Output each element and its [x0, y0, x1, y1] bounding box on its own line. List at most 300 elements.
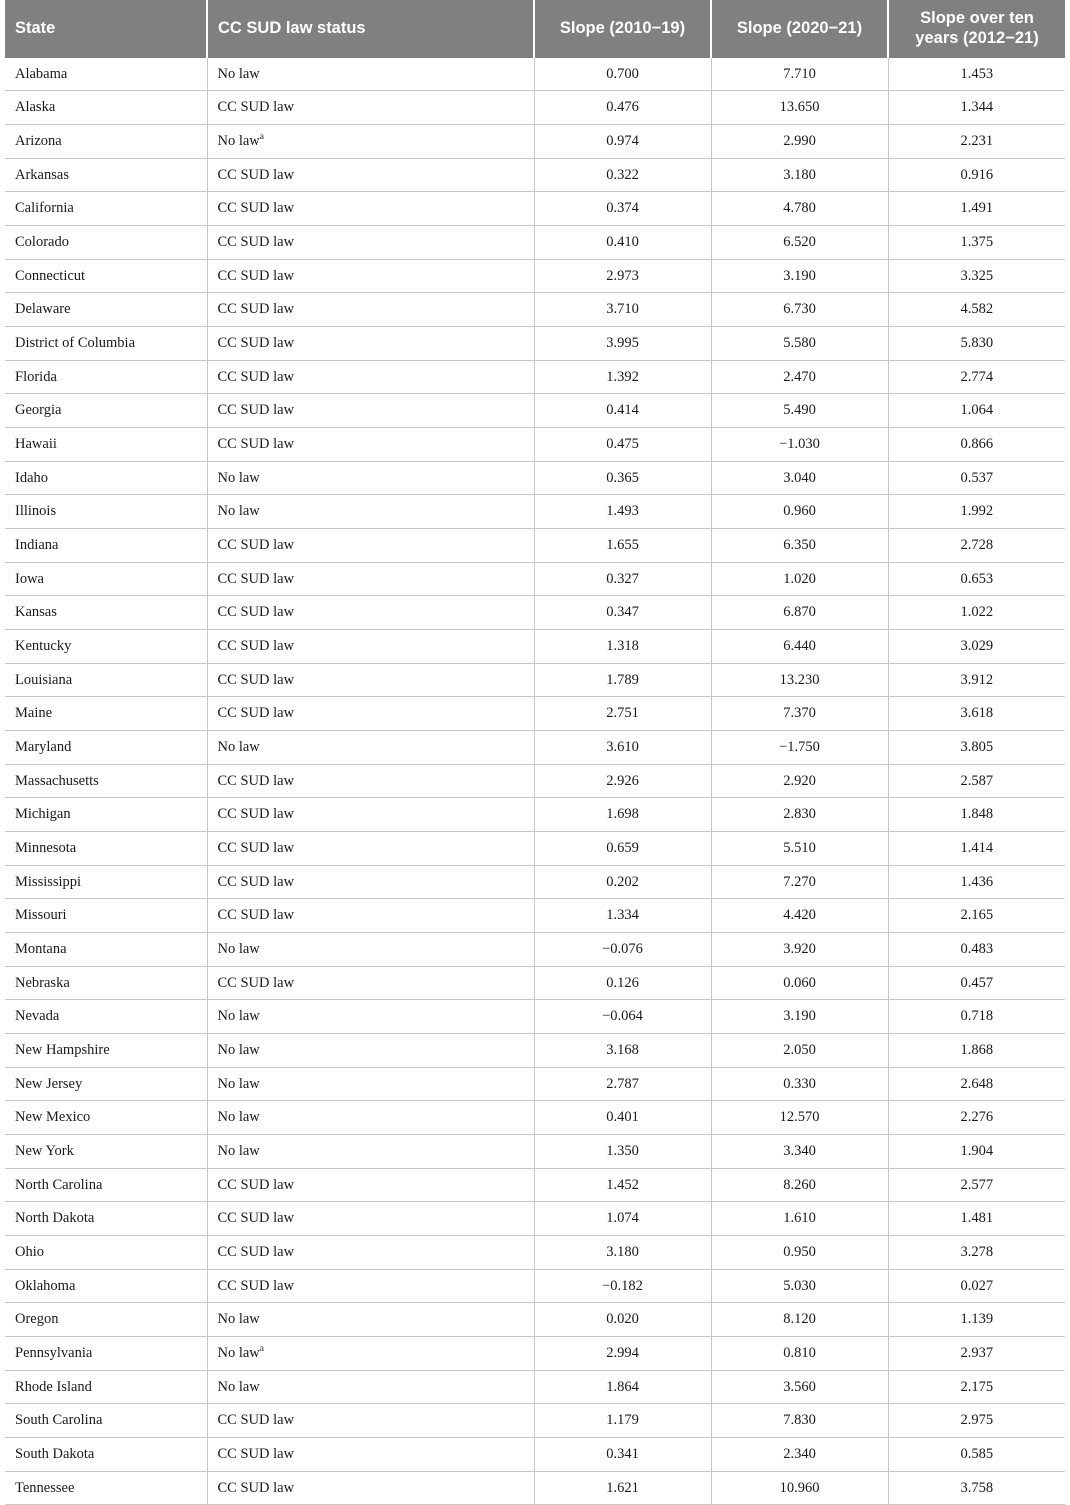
cell-slope-ten-years: 1.139 [888, 1303, 1065, 1337]
column-header-slope-2010-19: Slope (2010−19) [534, 0, 711, 58]
column-header-state: State [5, 0, 207, 58]
cell-slope-2010-19: 1.621 [534, 1471, 711, 1505]
status-text: CC SUD law [217, 1244, 295, 1261]
table-row [5, 158, 1065, 192]
cell-slope-ten-years: 2.774 [888, 360, 1065, 394]
status-text: CC SUD law [217, 402, 295, 419]
status-text: CC SUD law [217, 1446, 295, 1463]
cell-slope-2020-21: 3.040 [711, 461, 888, 495]
cell-cc-sud-law-status [207, 360, 534, 394]
cell-slope-2010-19: 3.995 [534, 326, 711, 360]
table-row [5, 259, 1065, 293]
cell-state: Montana [5, 933, 207, 967]
cell-slope-2010-19: 0.410 [534, 225, 711, 259]
cell-cc-sud-law-status [207, 124, 534, 158]
cell-cc-sud-law-status [207, 899, 534, 933]
cell-slope-2010-19: 0.974 [534, 124, 711, 158]
cell-slope-ten-years: 1.992 [888, 495, 1065, 529]
cell-slope-2010-19: 0.475 [534, 427, 711, 461]
status-text: No law [217, 1311, 260, 1328]
table-row [5, 1236, 1065, 1270]
table-row [5, 865, 1065, 899]
cell-slope-2010-19: 0.476 [534, 91, 711, 125]
cell-slope-2020-21: 7.830 [711, 1404, 888, 1438]
cell-cc-sud-law-status [207, 326, 534, 360]
cell-slope-2020-21: 5.580 [711, 326, 888, 360]
cell-slope-2020-21: 6.440 [711, 630, 888, 664]
table-row [5, 91, 1065, 125]
cell-state: Alabama [5, 58, 207, 91]
cell-slope-2020-21: 8.260 [711, 1168, 888, 1202]
status-text: No law [217, 739, 260, 756]
status-text: CC SUD law [217, 604, 295, 621]
cell-state: Ohio [5, 1236, 207, 1270]
table-row [5, 933, 1065, 967]
cell-slope-ten-years: 2.175 [888, 1370, 1065, 1404]
table-row [5, 1471, 1065, 1505]
cell-slope-2020-21: 2.470 [711, 360, 888, 394]
cell-slope-2010-19: −0.064 [534, 1000, 711, 1034]
table-row [5, 663, 1065, 697]
cell-slope-2010-19: −0.182 [534, 1269, 711, 1303]
table-row [5, 764, 1065, 798]
cell-cc-sud-law-status [207, 562, 534, 596]
status-text: CC SUD law [217, 1210, 295, 1227]
cell-cc-sud-law-status [207, 495, 534, 529]
cell-slope-2020-21: 6.350 [711, 529, 888, 563]
cell-slope-ten-years: 0.537 [888, 461, 1065, 495]
cell-state: North Carolina [5, 1168, 207, 1202]
cell-slope-2010-19: 2.973 [534, 259, 711, 293]
cell-cc-sud-law-status [207, 933, 534, 967]
cell-cc-sud-law-status [207, 1438, 534, 1472]
status-text: CC SUD law [217, 1412, 295, 1429]
cell-cc-sud-law-status [207, 1303, 534, 1337]
status-text: CC SUD law [217, 1277, 295, 1294]
cell-cc-sud-law-status [207, 731, 534, 765]
cell-state: Pennsylvania [5, 1337, 207, 1371]
cell-slope-ten-years: 2.937 [888, 1337, 1065, 1371]
cell-slope-ten-years: 3.325 [888, 259, 1065, 293]
status-text: No law [217, 941, 260, 958]
cell-slope-2020-21: 2.050 [711, 1034, 888, 1068]
table-row [5, 1438, 1065, 1472]
cell-slope-ten-years: 2.276 [888, 1101, 1065, 1135]
status-text: CC SUD law [217, 873, 295, 890]
cell-slope-2010-19: 0.202 [534, 865, 711, 899]
cell-cc-sud-law-status [207, 1000, 534, 1034]
cell-slope-ten-years: 0.866 [888, 427, 1065, 461]
cell-slope-2010-19: 0.341 [534, 1438, 711, 1472]
cell-slope-2010-19: 3.710 [534, 293, 711, 327]
table-row [5, 1337, 1065, 1371]
status-text: CC SUD law [217, 806, 295, 823]
status-text: No law [217, 469, 260, 486]
cell-slope-2020-21: 7.270 [711, 865, 888, 899]
cell-cc-sud-law-status [207, 764, 534, 798]
cell-slope-2010-19: 0.401 [534, 1101, 711, 1135]
cell-cc-sud-law-status [207, 865, 534, 899]
cell-cc-sud-law-status [207, 966, 534, 1000]
cell-cc-sud-law-status [207, 192, 534, 226]
cell-slope-ten-years: 0.585 [888, 1438, 1065, 1472]
cell-slope-2010-19: 1.452 [534, 1168, 711, 1202]
cell-state: Minnesota [5, 832, 207, 866]
column-header-slope-2020-21: Slope (2020−21) [711, 0, 888, 58]
state-slope-table [5, 0, 1065, 1505]
status-text: CC SUD law [217, 99, 295, 116]
column-header-slope-ten-years: Slope over ten years (2012−21) [888, 0, 1065, 58]
cell-slope-2010-19: 0.700 [534, 58, 711, 91]
cell-slope-ten-years: 2.577 [888, 1168, 1065, 1202]
cell-slope-2010-19: 1.179 [534, 1404, 711, 1438]
cell-cc-sud-law-status [207, 1370, 534, 1404]
table-row [5, 495, 1065, 529]
cell-state: Oregon [5, 1303, 207, 1337]
status-text: No law [217, 1109, 260, 1126]
cell-slope-2020-21: 5.510 [711, 832, 888, 866]
cell-slope-2020-21: 1.020 [711, 562, 888, 596]
cell-slope-2020-21: 0.960 [711, 495, 888, 529]
status-text: CC SUD law [217, 334, 295, 351]
cell-cc-sud-law-status [207, 1135, 534, 1169]
cell-state: Michigan [5, 798, 207, 832]
cell-slope-2020-21: 13.230 [711, 663, 888, 697]
table-row [5, 293, 1065, 327]
status-text: CC SUD law [217, 840, 295, 857]
cell-slope-ten-years: 1.453 [888, 58, 1065, 91]
cell-state: North Dakota [5, 1202, 207, 1236]
cell-slope-2020-21: 4.780 [711, 192, 888, 226]
cell-cc-sud-law-status [207, 1337, 534, 1371]
cell-slope-2020-21: 3.190 [711, 1000, 888, 1034]
cell-slope-ten-years: 3.029 [888, 630, 1065, 664]
cell-slope-ten-years: 1.064 [888, 394, 1065, 428]
table-row [5, 1135, 1065, 1169]
cell-state: Mississippi [5, 865, 207, 899]
cell-slope-2010-19: 2.751 [534, 697, 711, 731]
cell-slope-ten-years: 1.904 [888, 1135, 1065, 1169]
footnote-marker: a [259, 1344, 265, 1355]
cell-slope-ten-years: 0.483 [888, 933, 1065, 967]
cell-slope-2010-19: 0.414 [534, 394, 711, 428]
footnote-marker: a [259, 132, 265, 143]
cell-slope-ten-years: 4.582 [888, 293, 1065, 327]
cell-cc-sud-law-status [207, 1471, 534, 1505]
table-row [5, 58, 1065, 91]
status-text: No law [217, 1143, 260, 1160]
cell-state: California [5, 192, 207, 226]
table-row [5, 360, 1065, 394]
cell-slope-2020-21: 0.810 [711, 1337, 888, 1371]
cell-slope-2020-21: 2.920 [711, 764, 888, 798]
cell-slope-ten-years: 1.022 [888, 596, 1065, 630]
cell-slope-2020-21: 6.520 [711, 225, 888, 259]
cell-slope-ten-years: 1.848 [888, 798, 1065, 832]
cell-state: New York [5, 1135, 207, 1169]
table-row [5, 1370, 1065, 1404]
status-text: CC SUD law [217, 200, 295, 217]
cell-slope-2020-21: 7.710 [711, 58, 888, 91]
table-row [5, 1269, 1065, 1303]
cell-slope-2010-19: 1.698 [534, 798, 711, 832]
cell-slope-2020-21: 13.650 [711, 91, 888, 125]
cell-slope-2010-19: 3.180 [534, 1236, 711, 1270]
table-row [5, 394, 1065, 428]
table-row [5, 124, 1065, 158]
status-text: CC SUD law [217, 1176, 295, 1193]
cell-slope-ten-years: 2.231 [888, 124, 1065, 158]
cell-slope-ten-years: 2.728 [888, 529, 1065, 563]
cell-state: Louisiana [5, 663, 207, 697]
status-text: CC SUD law [217, 974, 295, 991]
cell-slope-ten-years: 1.436 [888, 865, 1065, 899]
cell-state: Connecticut [5, 259, 207, 293]
status-text: CC SUD law [217, 435, 295, 452]
cell-cc-sud-law-status [207, 158, 534, 192]
cell-slope-2020-21: 12.570 [711, 1101, 888, 1135]
cell-slope-ten-years: 0.027 [888, 1269, 1065, 1303]
cell-cc-sud-law-status [207, 596, 534, 630]
cell-cc-sud-law-status [207, 427, 534, 461]
cell-state: Alaska [5, 91, 207, 125]
cell-slope-ten-years: 1.344 [888, 91, 1065, 125]
status-text: CC SUD law [217, 233, 295, 250]
cell-slope-ten-years: 1.414 [888, 832, 1065, 866]
cell-state: Florida [5, 360, 207, 394]
table-header-row [5, 0, 1065, 58]
status-text: CC SUD law [217, 705, 295, 722]
cell-slope-2010-19: 0.374 [534, 192, 711, 226]
cell-slope-2020-21: 6.870 [711, 596, 888, 630]
table-row [5, 461, 1065, 495]
cell-slope-2010-19: 0.365 [534, 461, 711, 495]
table-row [5, 1303, 1065, 1337]
status-text: CC SUD law [217, 772, 295, 789]
cell-state: Maine [5, 697, 207, 731]
table-row [5, 192, 1065, 226]
cell-state: Tennessee [5, 1471, 207, 1505]
table-row [5, 1404, 1065, 1438]
cell-slope-2020-21: 2.340 [711, 1438, 888, 1472]
cell-slope-ten-years: 2.587 [888, 764, 1065, 798]
status-text: No law [217, 1042, 260, 1059]
table-row [5, 832, 1065, 866]
cell-cc-sud-law-status [207, 697, 534, 731]
cell-slope-ten-years: 0.653 [888, 562, 1065, 596]
table-row [5, 798, 1065, 832]
status-text: CC SUD law [217, 570, 295, 587]
cell-slope-2010-19: 2.787 [534, 1067, 711, 1101]
cell-cc-sud-law-status [207, 1168, 534, 1202]
cell-slope-2020-21: 0.330 [711, 1067, 888, 1101]
cell-state: Arkansas [5, 158, 207, 192]
cell-slope-2020-21: 3.560 [711, 1370, 888, 1404]
cell-state: Hawaii [5, 427, 207, 461]
cell-slope-2010-19: 0.659 [534, 832, 711, 866]
cell-slope-2010-19: 1.318 [534, 630, 711, 664]
cell-slope-2010-19: 1.655 [534, 529, 711, 563]
cell-state: Missouri [5, 899, 207, 933]
cell-slope-2010-19: 2.926 [534, 764, 711, 798]
table-row [5, 1168, 1065, 1202]
status-text: CC SUD law [217, 671, 295, 688]
cell-slope-2020-21: 10.960 [711, 1471, 888, 1505]
cell-cc-sud-law-status [207, 259, 534, 293]
cell-state: Indiana [5, 529, 207, 563]
cell-state: Georgia [5, 394, 207, 428]
cell-cc-sud-law-status [207, 798, 534, 832]
table-row [5, 1202, 1065, 1236]
cell-state: Rhode Island [5, 1370, 207, 1404]
cell-slope-ten-years: 1.868 [888, 1034, 1065, 1068]
cell-slope-2020-21: 3.190 [711, 259, 888, 293]
cell-slope-2020-21: 2.990 [711, 124, 888, 158]
cell-state: Arizona [5, 124, 207, 158]
cell-cc-sud-law-status [207, 1202, 534, 1236]
table-row [5, 225, 1065, 259]
cell-slope-2010-19: 1.334 [534, 899, 711, 933]
status-text: No law [217, 1378, 260, 1395]
status-text: No law [217, 1345, 260, 1362]
status-text: CC SUD law [217, 638, 295, 655]
table-row [5, 1101, 1065, 1135]
cell-slope-2010-19: 0.020 [534, 1303, 711, 1337]
cell-slope-2010-19: 1.074 [534, 1202, 711, 1236]
cell-state: Idaho [5, 461, 207, 495]
table-row [5, 630, 1065, 664]
cell-slope-ten-years: 3.618 [888, 697, 1065, 731]
status-text: CC SUD law [217, 301, 295, 318]
table-row [5, 427, 1065, 461]
cell-cc-sud-law-status [207, 461, 534, 495]
cell-slope-2010-19: 1.789 [534, 663, 711, 697]
cell-cc-sud-law-status [207, 1101, 534, 1135]
table-header [5, 0, 1065, 58]
cell-state: Nevada [5, 1000, 207, 1034]
table-row [5, 899, 1065, 933]
cell-cc-sud-law-status [207, 1236, 534, 1270]
cell-slope-2020-21: −1.750 [711, 731, 888, 765]
cell-slope-ten-years: 3.912 [888, 663, 1065, 697]
status-text: No law [217, 132, 260, 149]
status-text: CC SUD law [217, 368, 295, 385]
cell-slope-2010-19: 3.168 [534, 1034, 711, 1068]
cell-slope-ten-years: 1.491 [888, 192, 1065, 226]
cell-state: New Hampshire [5, 1034, 207, 1068]
cell-state: District of Columbia [5, 326, 207, 360]
table-row [5, 731, 1065, 765]
cell-slope-2020-21: −1.030 [711, 427, 888, 461]
table-row [5, 966, 1065, 1000]
table-row [5, 1000, 1065, 1034]
cell-slope-2020-21: 8.120 [711, 1303, 888, 1337]
status-text: No law [217, 65, 260, 82]
cell-slope-2020-21: 3.340 [711, 1135, 888, 1169]
cell-state: New Jersey [5, 1067, 207, 1101]
cell-state: Maryland [5, 731, 207, 765]
cell-slope-ten-years: 3.278 [888, 1236, 1065, 1270]
cell-slope-2010-19: 0.322 [534, 158, 711, 192]
cell-state: Iowa [5, 562, 207, 596]
cell-state: Kentucky [5, 630, 207, 664]
cell-slope-2010-19: 0.347 [534, 596, 711, 630]
cell-slope-ten-years: 5.830 [888, 326, 1065, 360]
column-header-cc-sud-law-status: CC SUD law status [207, 0, 534, 58]
cell-cc-sud-law-status [207, 630, 534, 664]
cell-slope-2010-19: 1.350 [534, 1135, 711, 1169]
table-row [5, 529, 1065, 563]
cell-state: Massachusetts [5, 764, 207, 798]
table-body [5, 58, 1065, 1505]
cell-slope-ten-years: 2.975 [888, 1404, 1065, 1438]
table-row [5, 1067, 1065, 1101]
cell-slope-2020-21: 5.030 [711, 1269, 888, 1303]
cell-slope-2010-19: 1.493 [534, 495, 711, 529]
cell-cc-sud-law-status [207, 394, 534, 428]
cell-cc-sud-law-status [207, 832, 534, 866]
cell-slope-ten-years: 3.758 [888, 1471, 1065, 1505]
cell-cc-sud-law-status [207, 1034, 534, 1068]
cell-cc-sud-law-status [207, 1269, 534, 1303]
cell-slope-2020-21: 6.730 [711, 293, 888, 327]
cell-slope-ten-years: 3.805 [888, 731, 1065, 765]
cell-slope-2020-21: 0.060 [711, 966, 888, 1000]
cell-slope-ten-years: 1.481 [888, 1202, 1065, 1236]
cell-cc-sud-law-status [207, 1067, 534, 1101]
cell-slope-2010-19: 0.126 [534, 966, 711, 1000]
cell-slope-2020-21: 7.370 [711, 697, 888, 731]
cell-cc-sud-law-status [207, 91, 534, 125]
cell-state: New Mexico [5, 1101, 207, 1135]
cell-slope-2010-19: 1.392 [534, 360, 711, 394]
cell-slope-2010-19: 3.610 [534, 731, 711, 765]
cell-state: South Dakota [5, 1438, 207, 1472]
cell-slope-ten-years: 0.718 [888, 1000, 1065, 1034]
cell-state: Nebraska [5, 966, 207, 1000]
cell-slope-ten-years: 0.916 [888, 158, 1065, 192]
status-text: No law [217, 1008, 260, 1025]
cell-slope-ten-years: 2.648 [888, 1067, 1065, 1101]
cell-slope-2010-19: 0.327 [534, 562, 711, 596]
table-row [5, 562, 1065, 596]
cell-state: Kansas [5, 596, 207, 630]
cell-cc-sud-law-status [207, 663, 534, 697]
cell-state: Delaware [5, 293, 207, 327]
status-text: CC SUD law [217, 166, 295, 183]
cell-slope-ten-years: 1.375 [888, 225, 1065, 259]
cell-state: Oklahoma [5, 1269, 207, 1303]
cell-slope-2010-19: 2.994 [534, 1337, 711, 1371]
cell-slope-ten-years: 2.165 [888, 899, 1065, 933]
cell-slope-2010-19: 1.864 [534, 1370, 711, 1404]
cell-state: South Carolina [5, 1404, 207, 1438]
cell-slope-2020-21: 1.610 [711, 1202, 888, 1236]
cell-cc-sud-law-status [207, 58, 534, 91]
cell-slope-2020-21: 4.420 [711, 899, 888, 933]
cell-state: Illinois [5, 495, 207, 529]
cell-cc-sud-law-status [207, 529, 534, 563]
cell-slope-2020-21: 5.490 [711, 394, 888, 428]
table-row [5, 1034, 1065, 1068]
cell-cc-sud-law-status [207, 293, 534, 327]
table-row [5, 697, 1065, 731]
cell-slope-2020-21: 0.950 [711, 1236, 888, 1270]
cell-cc-sud-law-status [207, 225, 534, 259]
cell-slope-ten-years: 0.457 [888, 966, 1065, 1000]
status-text: CC SUD law [217, 267, 295, 284]
cell-slope-2010-19: −0.076 [534, 933, 711, 967]
